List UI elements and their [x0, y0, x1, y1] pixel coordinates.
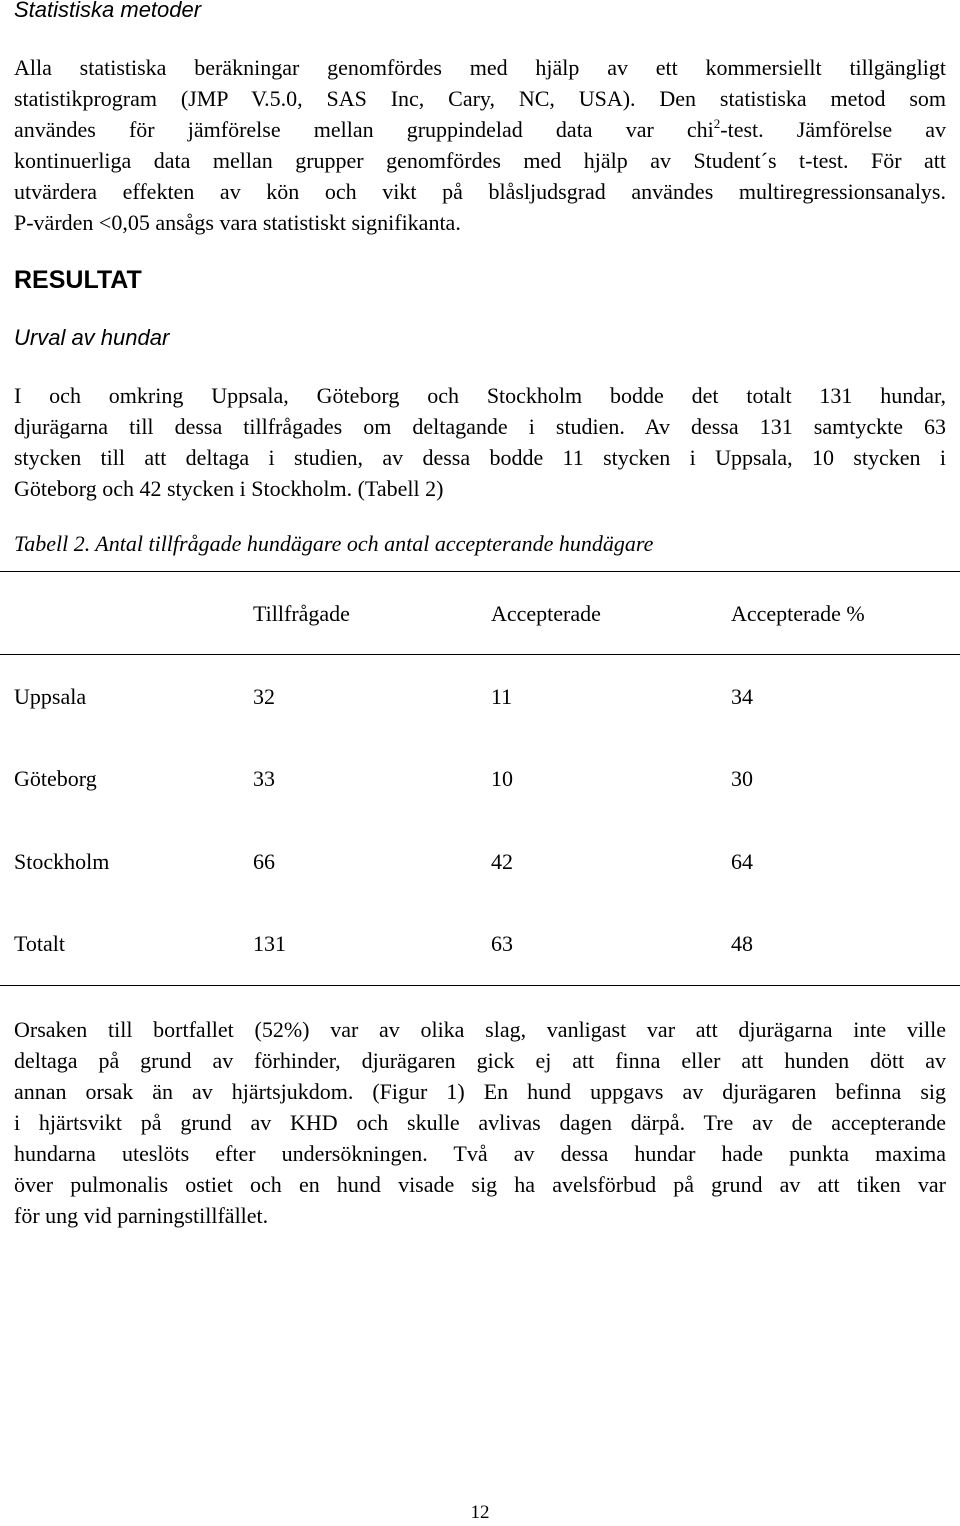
paragraph-line-part: användes för jämförelse mellan gruppindelad data var chi [14, 117, 714, 142]
paragraph-line-part: -test. Jämförelse av [720, 117, 946, 142]
table-cell: 131 [253, 931, 286, 956]
paragraph-line: kontinuerliga data mellan grupper genomfördes med hjälp av Student´s t-test. För att [14, 148, 946, 173]
paragraph-line: P-värden <0,05 ansågs vara statistiskt signifikanta. [14, 210, 461, 235]
table-cell: 34 [731, 684, 753, 709]
paragraph-line: i hjärtsvikt på grund av KHD och skulle avlivas dagen därpå. Tre av de accepterande [14, 1110, 946, 1135]
table-header-cell: Accepterade [491, 601, 601, 626]
table-header-rule [0, 654, 960, 655]
paragraph-line: Alla statistiska beräkningar genomfördes med hjälp av ett kommersiellt tillgängligt [14, 55, 946, 80]
table-cell: 63 [491, 931, 513, 956]
table-cell: 42 [491, 849, 513, 874]
table-cell: 66 [253, 849, 275, 874]
paragraph-line: stycken till att deltaga i studien, av dessa bodde 11 stycken i Uppsala, 10 stycken i [14, 445, 946, 470]
table-cell: Stockholm [14, 849, 110, 874]
table-cell: 10 [491, 766, 513, 791]
superscript: 2 [713, 116, 721, 131]
table-cell: 64 [731, 849, 753, 874]
paragraph-line: hundarna uteslöts efter undersökningen. Två av dessa hundar hade punkta maxima [14, 1141, 946, 1166]
subsection-heading-sample: Urval av hundar [14, 325, 170, 350]
paragraph-line: Göteborg och 42 stycken i Stockholm. (Tabell 2) [14, 476, 444, 501]
table-header-cell: Tillfrågade [253, 601, 350, 626]
table-cell: 33 [253, 766, 275, 791]
section-heading-statistical-methods: Statistiska metoder [14, 0, 202, 22]
paragraph-line: över pulmonalis ostiet och en hund visade sig ha avelsförbud på grund av att tiken var [14, 1172, 946, 1197]
paragraph-line: utvärdera effekten av kön och vikt på blåsljudsgrad användes multiregressionsanalys. [14, 179, 946, 204]
table-cell: Uppsala [14, 684, 87, 709]
results-paragraph [14, 380, 946, 504]
paragraph-line: för ung vid parningstillfället. [14, 1203, 269, 1228]
table-cell: Göteborg [14, 766, 97, 791]
table-cell: Totalt [14, 931, 66, 956]
table-cell: 48 [731, 931, 753, 956]
dropout-paragraph [14, 1014, 946, 1231]
table-cell: 30 [731, 766, 753, 791]
paragraph-line: Orsaken till bortfallet (52%) var av olika slag, vanligast var att djurägarna inte ville [14, 1017, 946, 1042]
table-bottom-rule [0, 985, 960, 986]
paragraph-line: djurägarna till dessa tillfrågades om deltagande i studien. Av dessa 131 samtyckte 63 [14, 414, 946, 439]
table-header-cell: Accepterade % [731, 601, 865, 626]
paragraph-line: deltaga på grund av förhinder, djurägaren gick ej att finna eller att hunden dött av [14, 1048, 946, 1073]
table-cell: 11 [491, 684, 513, 709]
paragraph-line: annan orsak än av hjärtsjukdom. (Figur 1) En hund uppgavs av djurägaren befinna sig [14, 1079, 946, 1104]
paragraph-line: I och omkring Uppsala, Göteborg och Stockholm bodde det totalt 131 hundar, [14, 383, 946, 408]
page-number: 12 [470, 1502, 490, 1523]
paragraph-line [14, 114, 946, 145]
table-caption: Tabell 2. Antal tillfrågade hundägare och antal accepterande hundägare [14, 531, 654, 556]
table-cell: 32 [253, 684, 275, 709]
section-heading-results: RESULTAT [14, 266, 142, 294]
table-top-rule [0, 571, 960, 572]
paragraph-line: statistikprogram (JMP V.5.0, SAS Inc, Cary, NC, USA). Den statistiska metod som [14, 86, 946, 111]
methods-paragraph [14, 52, 946, 238]
